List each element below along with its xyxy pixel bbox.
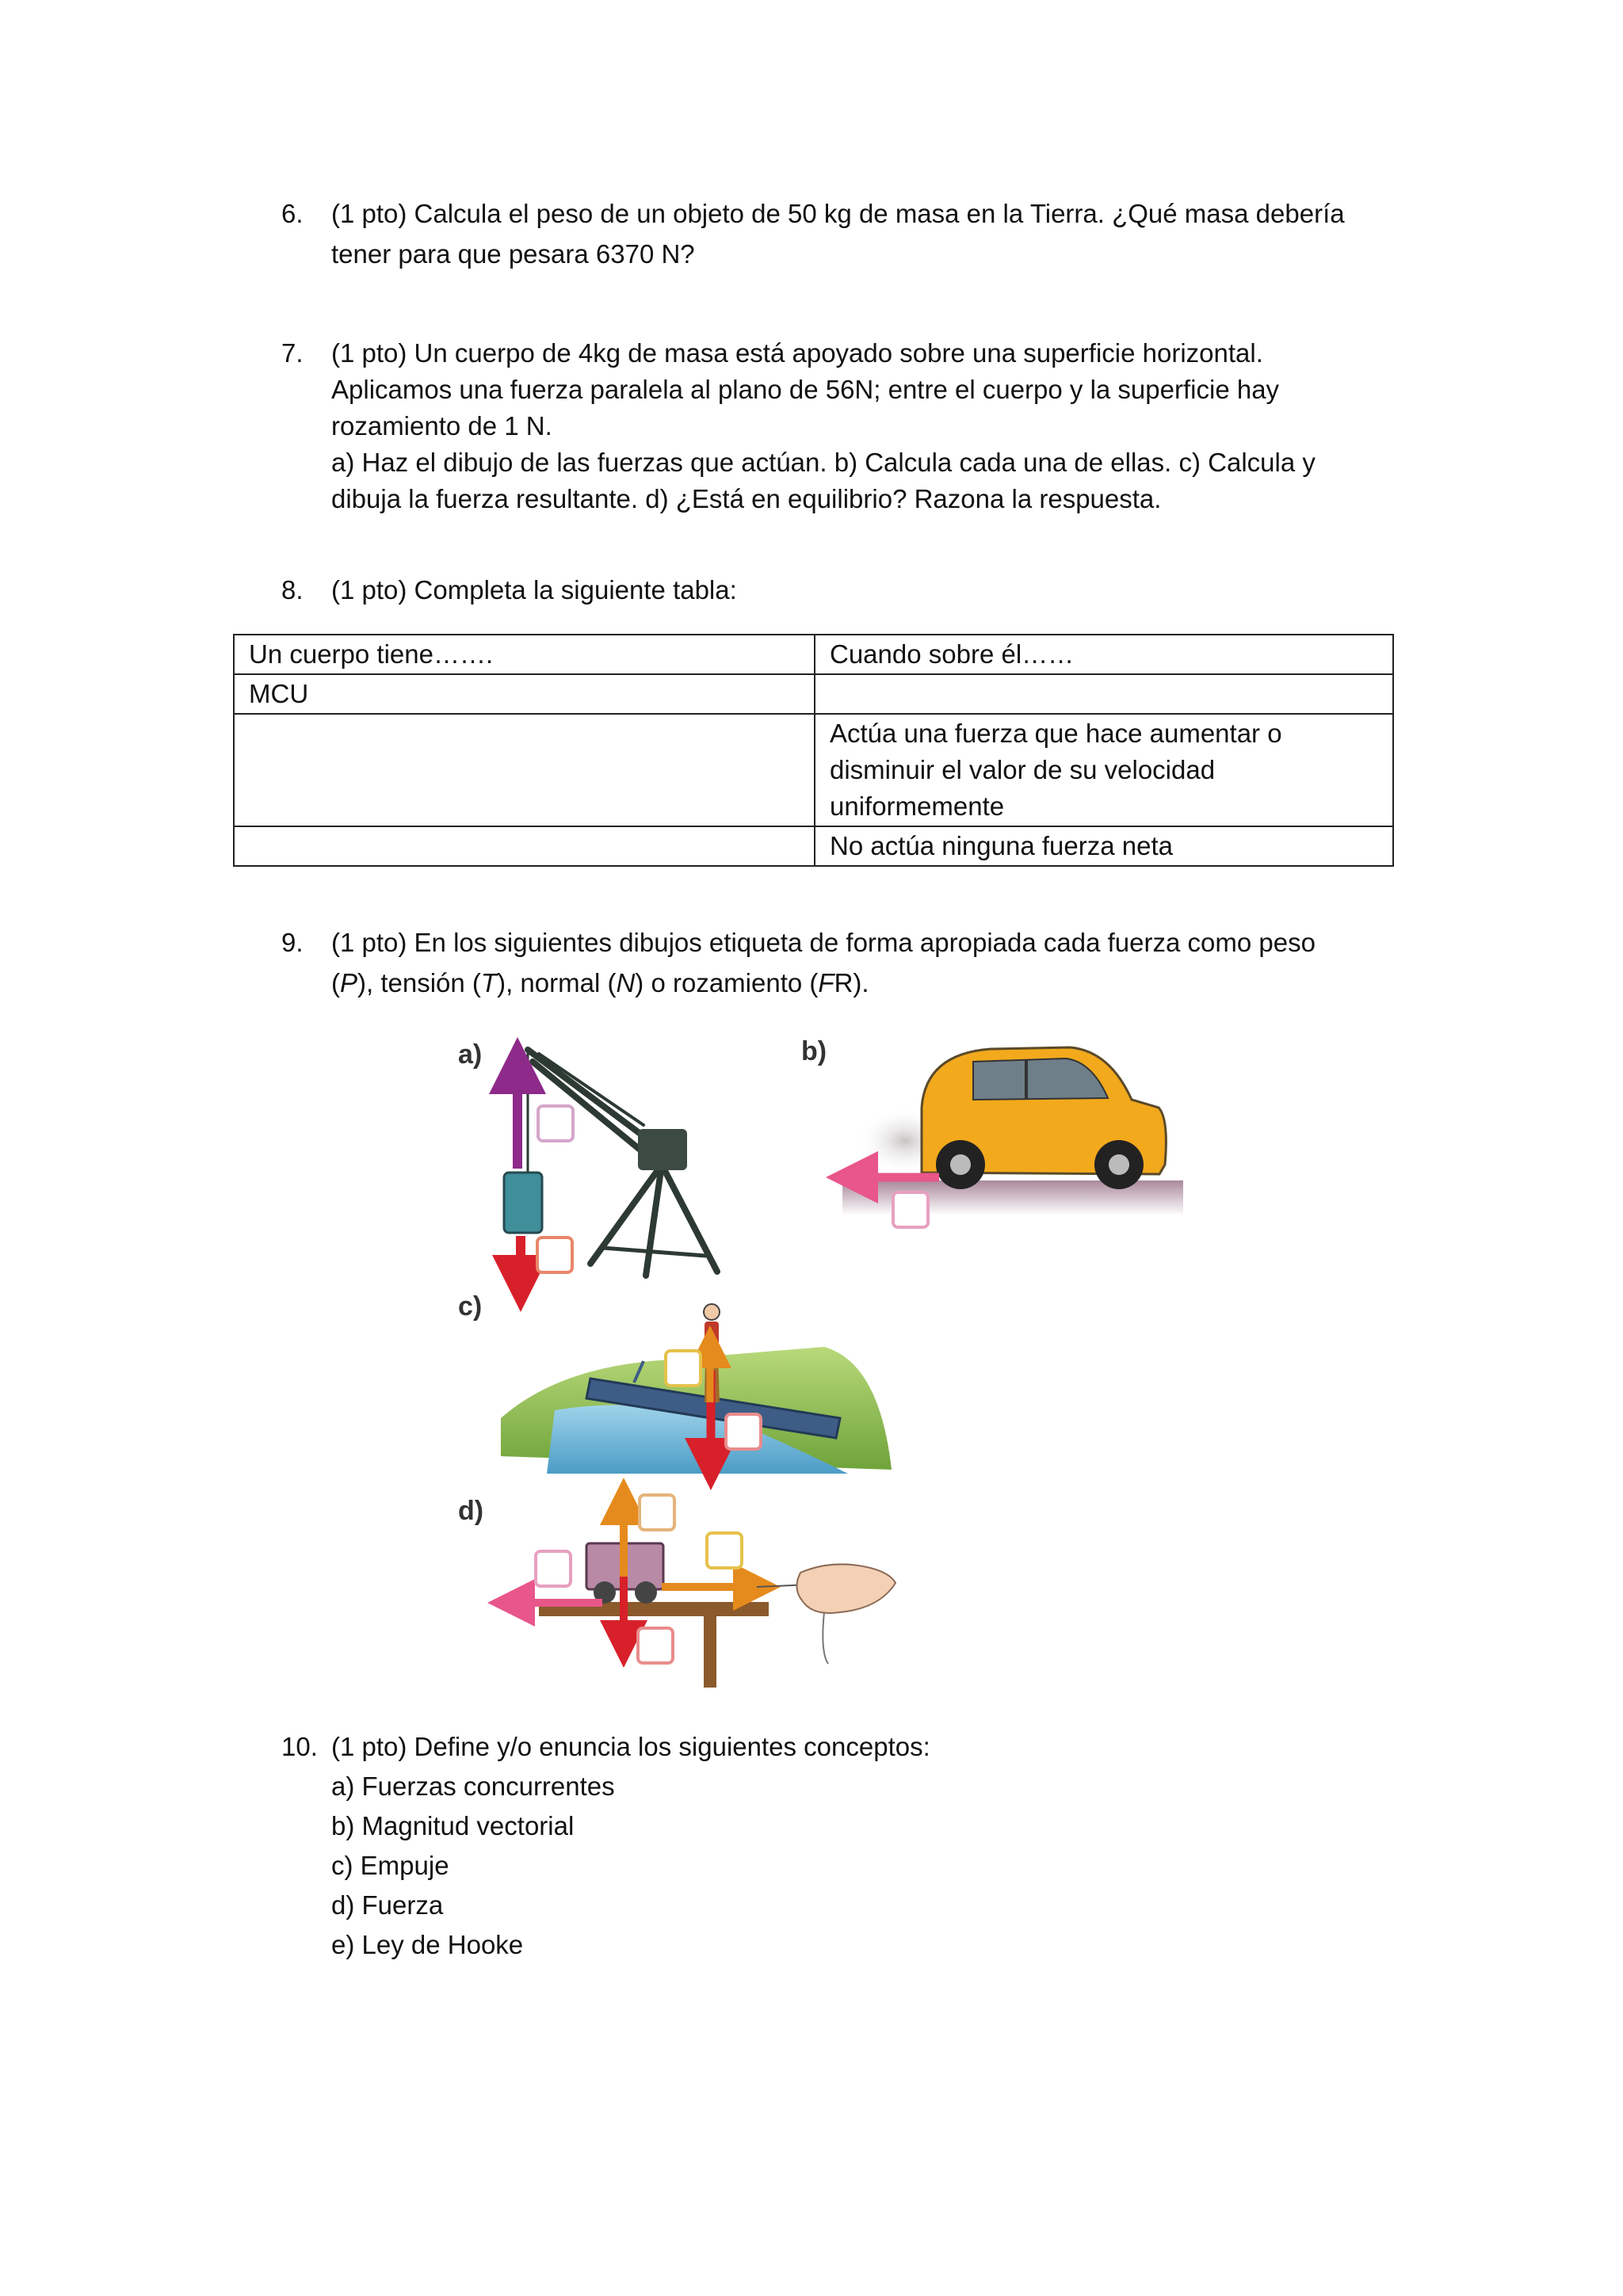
question-9 <box>281 922 1391 1003</box>
table-cell-blank[interactable] <box>234 826 815 866</box>
question-text-line: (1 pto) En los siguientes dibujos etiqueta de forma apropiada cada fuerza como peso <box>331 928 1316 957</box>
question-text-line: a) Haz el dibujo de las fuerzas que actúan. b) Calcula cada una de ellas. c) Calcula y <box>331 448 1316 477</box>
crane-motor <box>638 1129 687 1170</box>
string <box>757 1585 810 1587</box>
label-box[interactable] <box>638 1628 673 1663</box>
question-number: 10. <box>281 1732 318 1761</box>
table-cell: MCU <box>234 674 815 714</box>
road-surface <box>842 1180 1183 1215</box>
dust-cloud <box>857 1108 953 1174</box>
car-window <box>973 1058 1108 1100</box>
question-number: 8. <box>281 575 304 605</box>
concept-item: b) Magnitud vectorial <box>331 1811 575 1840</box>
question-number: 7. <box>281 338 304 368</box>
crane-structure <box>528 1050 717 1276</box>
completion-table <box>233 634 1394 867</box>
table-cell-blank[interactable] <box>815 674 1393 714</box>
question-text-line: (1 pto) Define y/o enuncia los siguientes conceptos: <box>331 1732 930 1761</box>
figure-a-crane <box>458 1039 717 1283</box>
label-box[interactable] <box>538 1106 573 1141</box>
figure-b-car <box>801 1036 1183 1227</box>
figure-label-d: d) <box>458 1496 484 1526</box>
figure-c-bridge <box>458 1291 892 1474</box>
person-body <box>705 1322 719 1355</box>
table-row <box>234 826 1393 866</box>
car-wheel <box>936 1140 985 1189</box>
label-box[interactable] <box>666 1351 701 1386</box>
table-header-cell: Cuando sobre él…… <box>815 635 1393 674</box>
question-number: 6. <box>281 199 304 228</box>
log-bridge <box>586 1379 840 1438</box>
figure-d-cart <box>458 1495 896 1688</box>
figure-label-c: c) <box>458 1291 483 1322</box>
hand <box>796 1564 896 1613</box>
table-leg <box>704 1616 716 1688</box>
table-row <box>234 674 1393 714</box>
question-7 <box>281 335 1391 517</box>
table-cell: Actúa una fuerza que hace aumentar o disminuir el valor de su velocidad uniformemente <box>815 714 1393 826</box>
table-header-row <box>234 635 1393 674</box>
label-box[interactable] <box>640 1495 674 1530</box>
label-box[interactable] <box>537 1238 572 1272</box>
question-text-line: (P), tensión (T), normal (N) o rozamiento (FR). <box>331 968 869 997</box>
person-head <box>704 1304 720 1320</box>
table-row <box>234 714 1393 826</box>
question-text-line: (1 pto) Un cuerpo de 4kg de masa está apoyado sobre una superficie horizontal. <box>331 338 1263 368</box>
question-number: 9. <box>281 928 304 957</box>
concept-item: d) Fuerza <box>331 1890 444 1920</box>
question-10 <box>281 1727 1391 1965</box>
label-box[interactable] <box>707 1533 742 1568</box>
concept-item: a) Fuerzas concurrentes <box>331 1772 615 1801</box>
question-6 <box>281 193 1391 274</box>
river-bank <box>501 1347 892 1470</box>
table-header-cell: Un cuerpo tiene……. <box>234 635 815 674</box>
question-text-line: dibuja la fuerza resultante. d) ¿Está en equilibrio? Razona la respuesta. <box>331 484 1162 513</box>
car-body <box>922 1047 1166 1174</box>
concept-item: e) Ley de Hooke <box>331 1930 524 1959</box>
question-8 <box>281 572 1391 608</box>
figure-label-b: b) <box>801 1036 827 1066</box>
question-text-line: (1 pto) Completa la siguiente tabla: <box>331 575 737 605</box>
question-text-line: (1 pto) Calcula el peso de un objeto de 50 kg de masa en la Tierra. ¿Qué masa debería <box>331 199 1345 228</box>
question-text-line: tener para que pesara 6370 N? <box>331 239 695 269</box>
car-wheel <box>1094 1140 1144 1189</box>
river-water <box>547 1405 848 1474</box>
label-box[interactable] <box>893 1192 928 1227</box>
bucket <box>504 1173 542 1233</box>
table-cell-blank[interactable] <box>234 714 815 826</box>
figure-label-a: a) <box>458 1039 483 1070</box>
table-cell: No actúa ninguna fuerza neta <box>815 826 1393 866</box>
label-box[interactable] <box>536 1551 571 1586</box>
concept-item: c) Empuje <box>331 1851 449 1880</box>
question-text-line: Aplicamos una fuerza paralela al plano de 56N; entre el cuerpo y la superficie hay <box>331 375 1280 404</box>
question-text-line: rozamiento de 1 N. <box>331 411 552 441</box>
cart <box>586 1543 663 1589</box>
label-box[interactable] <box>726 1414 761 1449</box>
table-top <box>539 1602 769 1616</box>
